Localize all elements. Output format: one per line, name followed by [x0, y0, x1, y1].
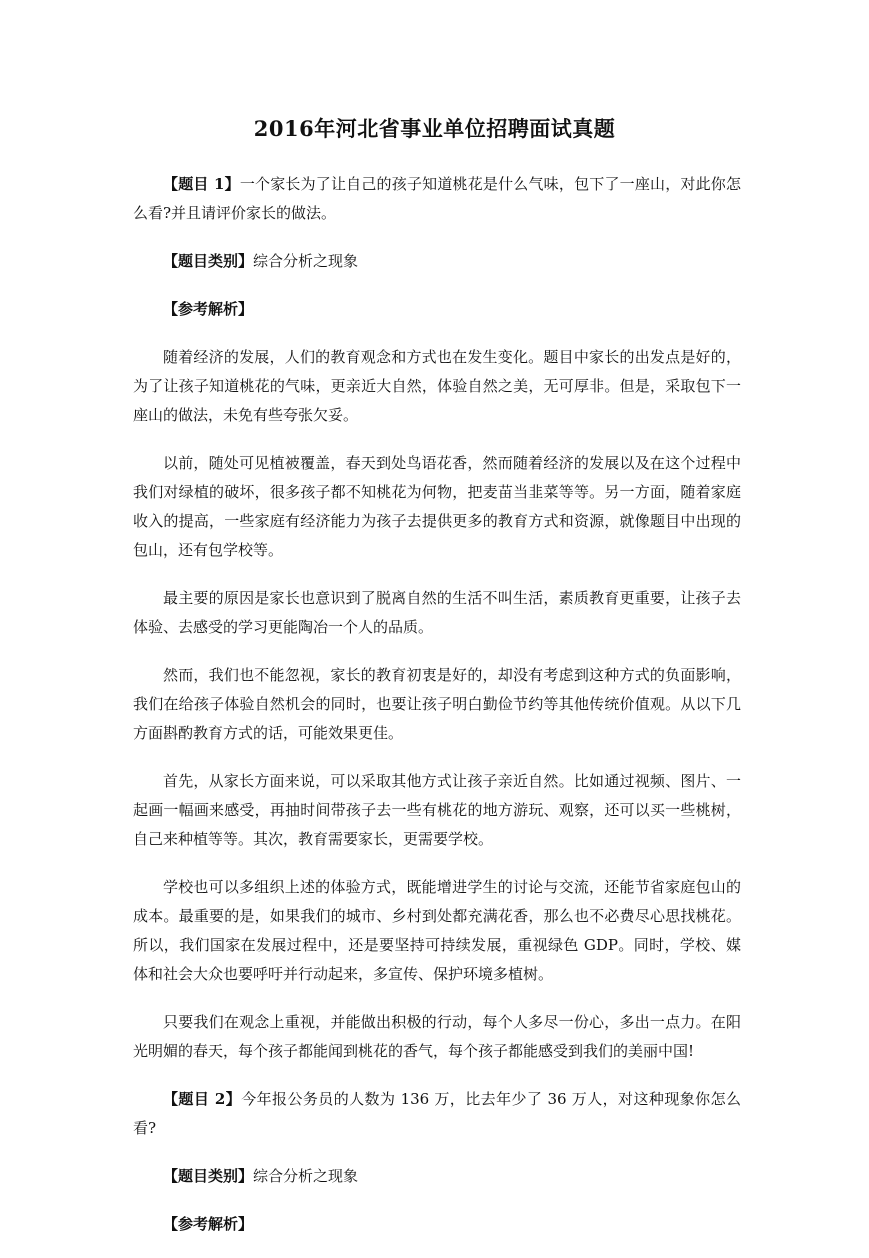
category-label: 【题目类别】	[163, 252, 254, 270]
question-1-paragraph	[133, 170, 741, 228]
body-paragraph: 只要我们在观念上重视，并能做出积极的行动，每个人多尽一份心，多出一点力。在阳光明媚的春天，每个孩子都能闻到桃花的香气，每个孩子都能感受到我们的美丽中国!	[133, 1013, 741, 1060]
question-1-analysis-heading	[133, 295, 741, 324]
question-1-label: 【题目 1】	[163, 175, 240, 193]
document-title: 2016年河北省事业单位招聘面试真题	[253, 116, 616, 141]
body-paragraph: 以前，随处可见植被覆盖，春天到处鸟语花香，然而随着经济的发展以及在这个过程中我们对绿植的破坏，很多孩子都不知桃花为何物，把麦苗当韭菜等等。另一方面，随着家庭收入的提高，一些家庭有经济能力为孩子去提供更多的教育方式和资源，就像题目中出现的包山，还有包学校等。	[133, 454, 741, 559]
document-body	[133, 170, 741, 1258]
question-2-text: 今年报公务员的人数为 136 万，比去年少了 36 万人，对这种现象你怎么看?	[133, 1090, 741, 1137]
question-2-label: 【题目 2】	[163, 1090, 242, 1108]
category-label: 【题目类别】	[163, 1167, 254, 1185]
body-paragraph: 然而，我们也不能忽视，家长的教育初衷是好的，却没有考虑到这种方式的负面影响，我们在给孩子体验自然机会的同时，也要让孩子明白勤俭节约等其他传统价值观。从以下几方面斟酌教育方式的话，可能效果更佳。	[133, 666, 741, 742]
question-2-category	[133, 1162, 741, 1191]
analysis-label: 【参考解析】	[163, 1215, 254, 1233]
category-text: 综合分析之现象	[253, 1167, 359, 1185]
question-2-paragraph	[133, 1085, 741, 1143]
question-1-text: 一个家长为了让自己的孩子知道桃花是什么气味，包下了一座山，对此你怎么看?并且请评价家长的做法。	[133, 175, 741, 222]
question-1-category	[133, 247, 741, 276]
question-2-analysis-heading	[133, 1210, 741, 1239]
category-text: 综合分析之现象	[253, 252, 359, 270]
analysis-label: 【参考解析】	[163, 300, 254, 318]
body-paragraph: 随着经济的发展，人们的教育观念和方式也在发生变化。题目中家长的出发点是好的，为了让孩子知道桃花的气味，更亲近大自然，体验自然之美，无可厚非。但是，采取包下一座山的做法，未免有些夸张欠妥。	[133, 348, 741, 424]
body-paragraph: 学校也可以多组织上述的体验方式，既能增进学生的讨论与交流，还能节省家庭包山的成本。最重要的是，如果我们的城市、乡村到处都充满花香，那么也不必费尽心思找桃花。所以，我们国家在发展过程中，还是要坚持可持续发展，重视绿色 GDP。同时，学校、媒体和社会大众也要呼吁并行动起来，多宣传、保护环境多植树。	[133, 878, 741, 983]
body-paragraph: 最主要的原因是家长也意识到了脱离自然的生活不叫生活，素质教育更重要，让孩子去体验、去感受的学习更能陶冶一个人的品质。	[133, 589, 741, 636]
body-paragraph: 首先，从家长方面来说，可以采取其他方式让孩子亲近自然。比如通过视频、图片、一起画一幅画来感受，再抽时间带孩子去一些有桃花的地方游玩、观察，还可以买一些桃树，自己来种植等等。其次，教育需要家长，更需要学校。	[133, 772, 741, 848]
